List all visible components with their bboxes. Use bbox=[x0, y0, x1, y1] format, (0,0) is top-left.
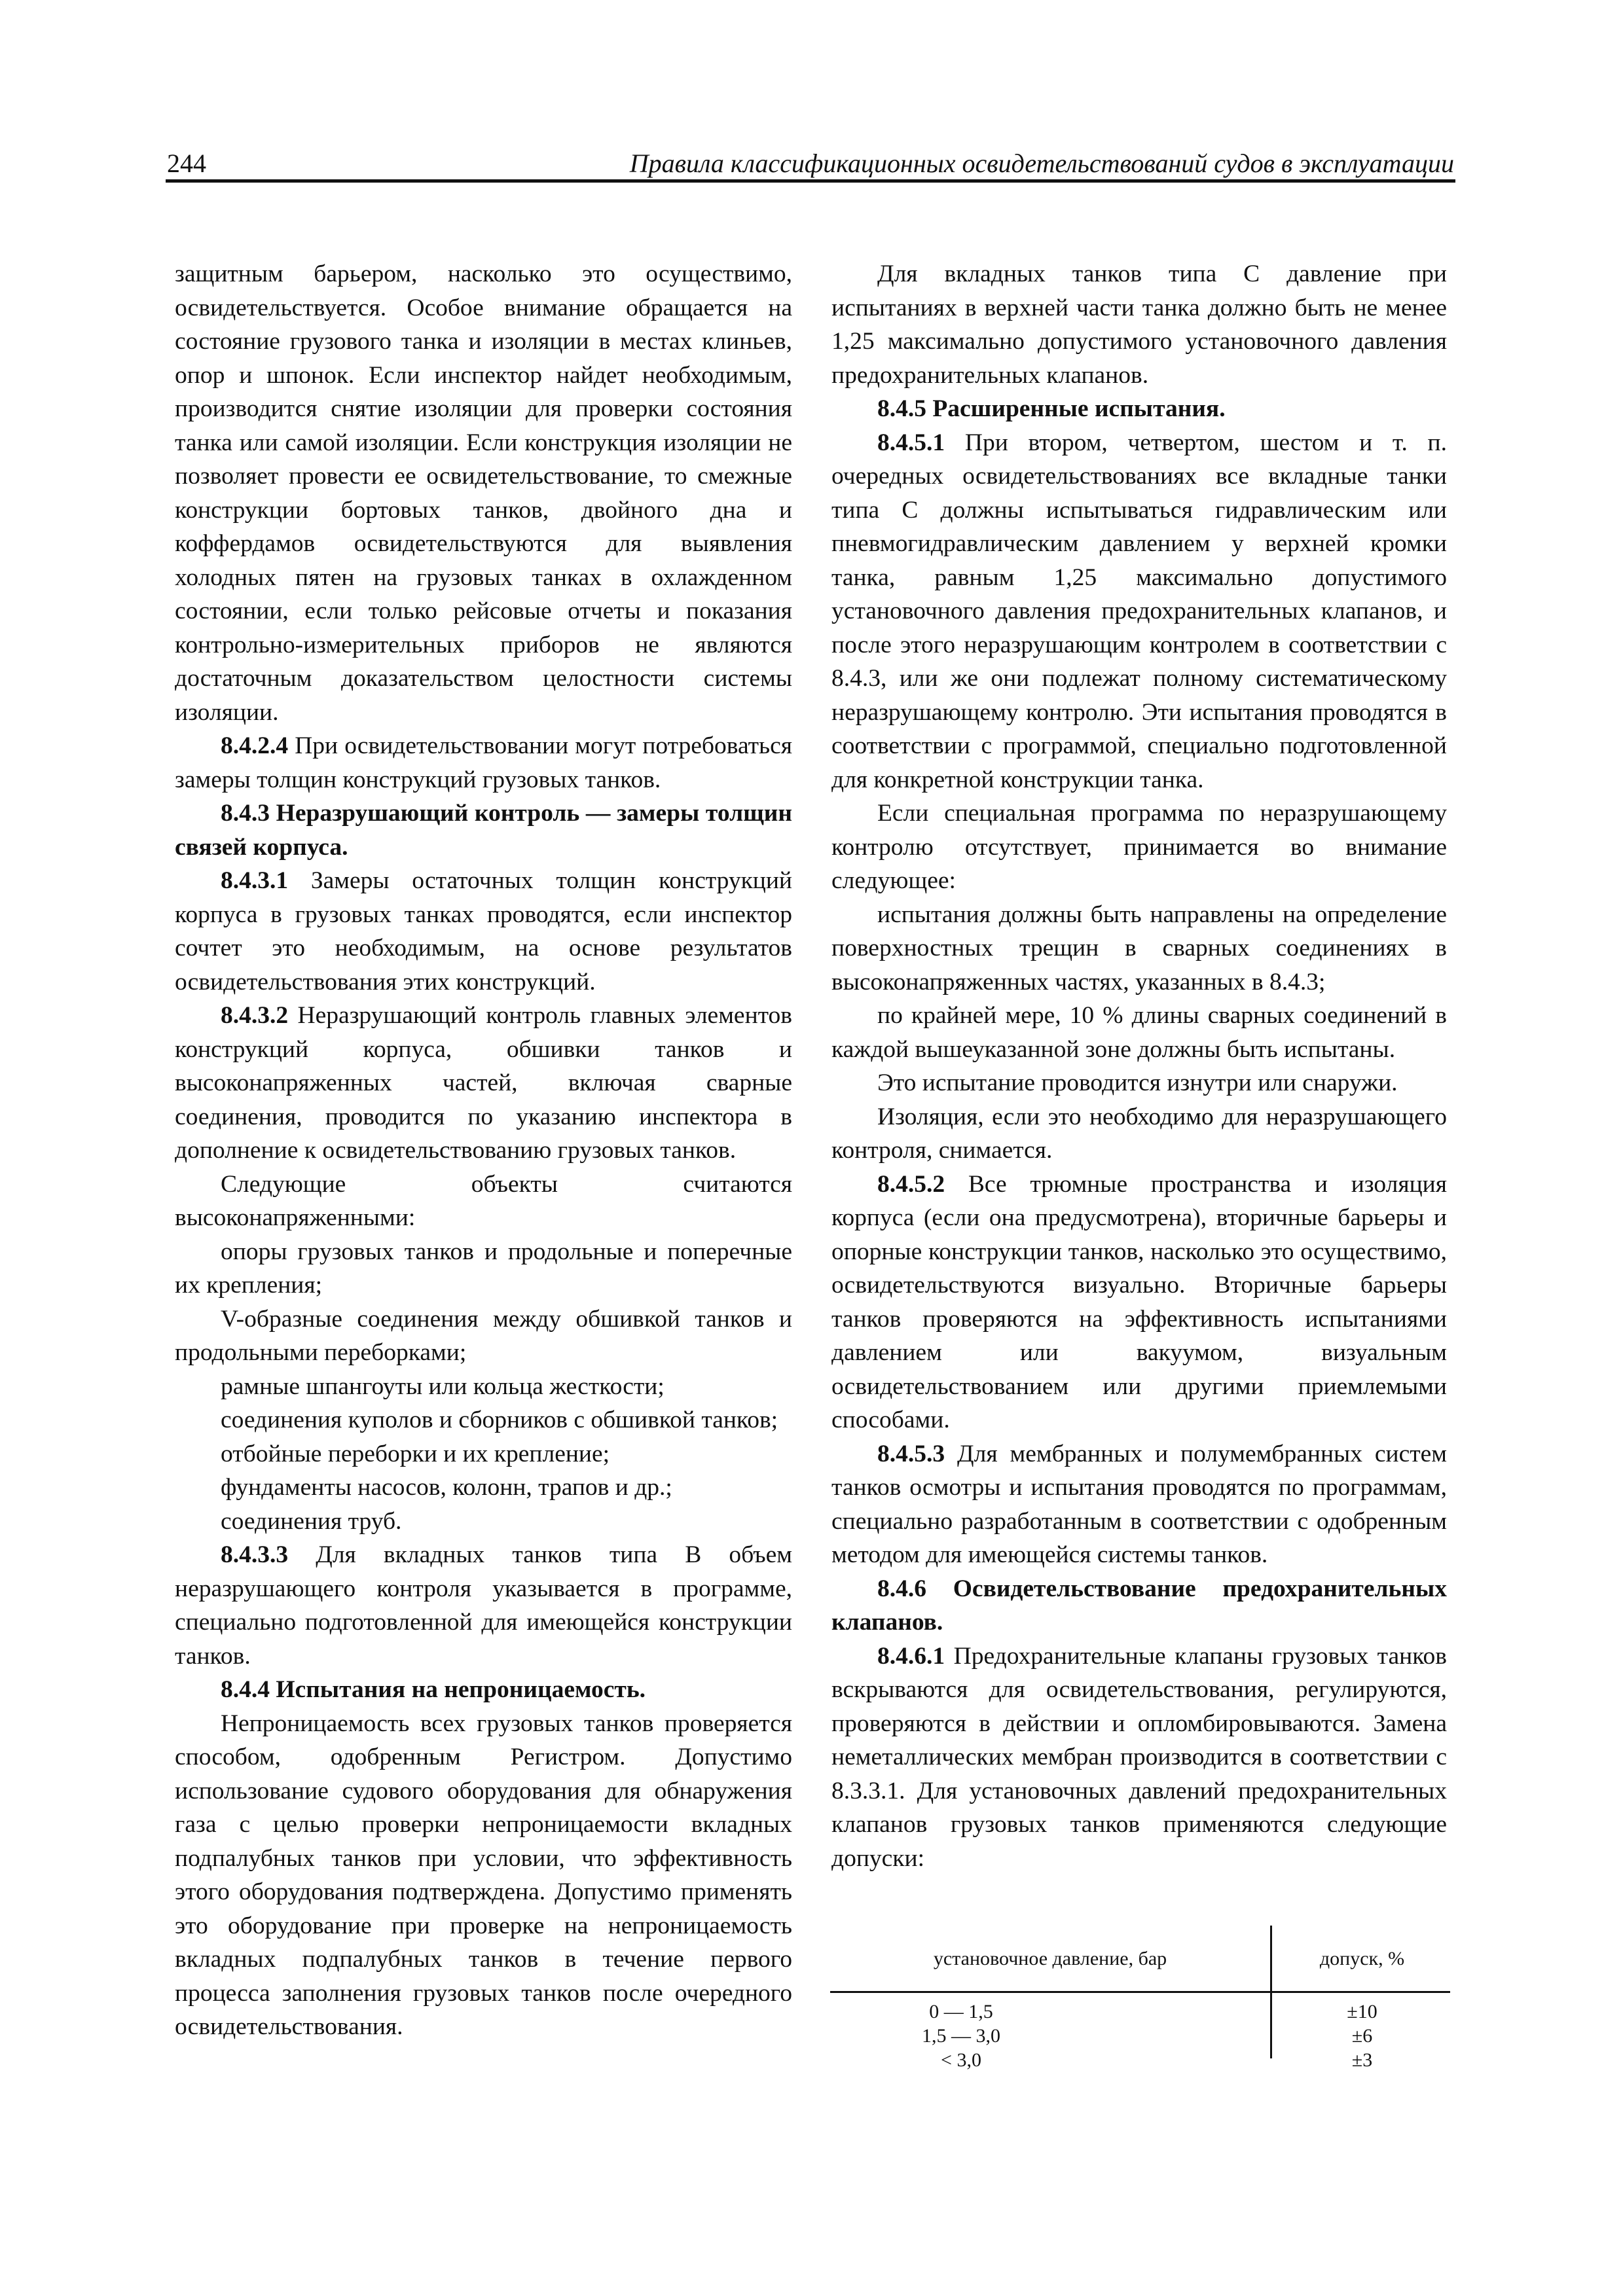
paragraph-text: по крайней мере, 10 % длины сварных соединений в каждой вышеуказанной зоне должны быть испытаны. bbox=[831, 1002, 1447, 1063]
table-row bbox=[830, 2000, 1450, 2024]
paragraph bbox=[175, 257, 792, 729]
paragraph-text: При освидетельствовании могут потребоваться замеры толщин конструкций грузовых танков. bbox=[175, 732, 792, 793]
cell-pressure: < 3,0 bbox=[941, 2049, 981, 2071]
paragraph bbox=[175, 999, 792, 1168]
cell-pressure: 0 — 1,5 bbox=[929, 2001, 993, 2022]
paragraph bbox=[831, 797, 1447, 898]
tolerance-table bbox=[830, 1926, 1450, 2071]
paragraph-text: Следующие объекты считаются высоконапряженными: bbox=[175, 1170, 792, 1231]
paragraph-text: Если специальная программа по неразрушающему контролю отсутствует, принимается во внимание следующее: bbox=[831, 800, 1447, 894]
paragraph-text: опоры грузовых танков и продольные и поперечные их крепления; bbox=[175, 1238, 792, 1299]
paragraph bbox=[831, 999, 1447, 1066]
paragraph-text: Для вкладных танков типа С давление при испытаниях в верхней части танка должно быть не менее 1,25 максимально допустимого установочного давления предохранительных клапанов. bbox=[831, 260, 1447, 389]
paragraph bbox=[175, 1707, 792, 2044]
paragraph bbox=[175, 1471, 792, 1505]
clause-number: 8.4.2.4 bbox=[221, 732, 289, 759]
paragraph-text: соединения труб. bbox=[221, 1507, 402, 1535]
paragraph-text: При втором, четвертом, шестом и т. п. очередных освидетельствованиях все вкладные танки типа С должны испытываться гидравлическим или пневмогидравлическим давлением у верхней кромки танка, равным 1,25 максимально допустимого установочного давления предохранительных клапанов, и после этого неразрушающим контролем в соответствии с 8.4.3, или же они подлежат полному систематическому неразрушающему контролю. Эти испытания проводятся в соответствии с программой, специально подготовленной для конкретной конструкции танка. bbox=[831, 429, 1447, 793]
page-number: 244 bbox=[167, 149, 206, 178]
cell-tolerance: ±3 bbox=[1351, 2049, 1373, 2071]
clause-number: 8.4.6.1 bbox=[877, 1642, 945, 1670]
paragraph-text: соединения куполов и сборников с обшивкой танков; bbox=[221, 1407, 778, 1433]
paragraph-text: Для вкладных танков типа В объем неразрушающего контроля указывается в программе, специально подготовленной для имеющейся конструкции танков. bbox=[175, 1541, 792, 1670]
clause-number: 8.4.5.1 bbox=[877, 429, 945, 456]
clause-number: 8.4.3.3 bbox=[221, 1541, 289, 1568]
clause-number: 8.4.5.3 bbox=[877, 1440, 945, 1467]
paragraph-text: Предохранительные клапаны грузовых танков вскрываются для освидетельствования, регулируются, проверяются в действии и опломбировываются. Замена неметаллических мембран производится в соответствии с 8.3.3.1. Для установочных давлений предохранительных клапанов грузовых танков применяются следующие допуски: bbox=[831, 1642, 1447, 1872]
paragraph-text: Это испытание проводится изнутри или снаружи. bbox=[877, 1069, 1398, 1096]
table-header bbox=[830, 1926, 1450, 1993]
paragraph-text: защитным барьером, насколько это осуществимо, освидетельствуется. Особое внимание обращается на состояние грузового танка и изоляции в местах клиньев, опор и шпонок. Если инспектор найдет необходимым, производится снятие изоляции для проверки состояния танка или самой изоляции. Если конструкция изоляции не позволяет провести ее освидетельствование, то смежные конструкции бортовых танков, двойного дна и коффердамов освидетельствуются для выявления холодных пятен на грузовых танках в охлажденном состоянии, если только рейсовые отчеты и показания контрольно-измерительных приборов не являются достаточным доказательством целостности системы изоляции. bbox=[175, 260, 792, 726]
paragraph bbox=[175, 1168, 792, 1235]
paragraph bbox=[175, 1403, 792, 1437]
paragraph-text: Неразрушающий контроль главных элементов конструкций корпуса, обшивки танков и высоконапряженных частей, включая сварные соединения, проводится по указанию инспектора в дополнение к освидетельствованию грузовых танков. bbox=[175, 1002, 792, 1164]
paragraph bbox=[831, 1168, 1447, 1437]
paragraph-text: испытания должны быть направлены на определение поверхностных трещин в сварных соединениях в высоконапряженных частях, указанных в 8.4.3; bbox=[831, 901, 1447, 996]
clause-number: 8.4.3 Неразрушающий контроль — замеры толщин связей корпуса. bbox=[175, 800, 792, 861]
cell-tolerance: ±6 bbox=[1351, 2025, 1373, 2047]
paragraph-text: Непроницаемость всех грузовых танков проверяется способом, одобренным Регистром. Допустимо использование судового оборудования для обнаружения газа с целью проверки непроницаемости вкладных подпалубных танков при условии, что эффективность этого оборудования подтверждена. Допустимо применять это оборудование при проверке на непроницаемость вкладных подпалубных танков в течение первого процесса заполнения грузовых танков после очередного освидетельствования. bbox=[175, 1710, 792, 2040]
paragraph bbox=[831, 392, 1447, 426]
clause-number: 8.4.4 Испытания на непроницаемость. bbox=[221, 1676, 646, 1703]
paragraph-text: отбойные переборки и их крепление; bbox=[221, 1440, 610, 1467]
paragraph bbox=[175, 1505, 792, 1539]
paragraph bbox=[175, 864, 792, 999]
paragraph bbox=[831, 426, 1447, 797]
paragraph bbox=[175, 1538, 792, 1673]
left-column bbox=[175, 257, 792, 2044]
paragraph bbox=[831, 1437, 1447, 1572]
paragraph bbox=[831, 898, 1447, 999]
cell-tolerance: ±10 bbox=[1347, 2001, 1377, 2022]
clause-number: 8.4.6 Освидетельствование предохранительных клапанов. bbox=[831, 1575, 1447, 1636]
paragraph bbox=[831, 1572, 1447, 1640]
header-tolerance: допуск, % bbox=[1319, 1948, 1405, 1969]
paragraph-text: V-образные соединения между обшивкой танков и продольными переборками; bbox=[175, 1305, 792, 1366]
paragraph bbox=[175, 1370, 792, 1404]
header-pressure: установочное давление, бар bbox=[933, 1948, 1167, 1969]
paragraph bbox=[831, 1100, 1447, 1168]
paragraph bbox=[175, 1673, 792, 1707]
paragraph-text: Изоляция, если это необходимо для неразрушающего контроля, снимается. bbox=[831, 1103, 1447, 1164]
paragraph bbox=[175, 1235, 792, 1302]
paragraph-text: Для мембранных и полумембранных систем танков осмотры и испытания проводятся по программам, специально разработанным в соответствии с одобренным методом для имеющейся системы танков. bbox=[831, 1440, 1447, 1568]
paragraph-text: Все трюмные пространства и изоляция корпуса (если она предусмотрена), вторичные барьеры и опорные конструкции танков, насколько это осуществимо, освидетельствуются визуально. Вторичные барьеры танков проверяются на эффективность испытаниями давлением или вакуумом, визуальным освидетельствованием или другими приемлемыми способами. bbox=[831, 1170, 1447, 1433]
paragraph bbox=[175, 1302, 792, 1370]
page-header bbox=[166, 145, 1455, 183]
clause-number: 8.4.3.2 bbox=[221, 1002, 289, 1029]
clause-number: 8.4.5 Расширенные испытания. bbox=[877, 395, 1226, 422]
running-title: Правила классификационных освидетельствований судов в эксплуатации bbox=[629, 149, 1454, 178]
table-row bbox=[830, 2048, 1450, 2072]
paragraph bbox=[175, 1437, 792, 1471]
clause-number: 8.4.3.1 bbox=[221, 867, 289, 894]
paragraph-text: рамные шпангоуты или кольца жесткости; bbox=[221, 1372, 665, 1400]
paragraph-text: Замеры остаточных толщин конструкций корпуса в грузовых танках проводятся, если инспектор сочтет это необходимым, на основе результатов освидетельствования этих конструкций. bbox=[175, 867, 792, 996]
cell-pressure: 1,5 — 3,0 bbox=[922, 2025, 1000, 2047]
clause-number: 8.4.5.2 bbox=[877, 1170, 945, 1198]
right-column bbox=[831, 257, 1447, 1875]
paragraph bbox=[175, 797, 792, 864]
paragraph bbox=[831, 1640, 1447, 1876]
paragraph bbox=[831, 257, 1447, 392]
paragraph bbox=[175, 729, 792, 797]
paragraph-text: фундаменты насосов, колонн, трапов и др.; bbox=[221, 1474, 672, 1501]
paragraph bbox=[831, 1066, 1447, 1100]
table-row bbox=[830, 2024, 1450, 2048]
